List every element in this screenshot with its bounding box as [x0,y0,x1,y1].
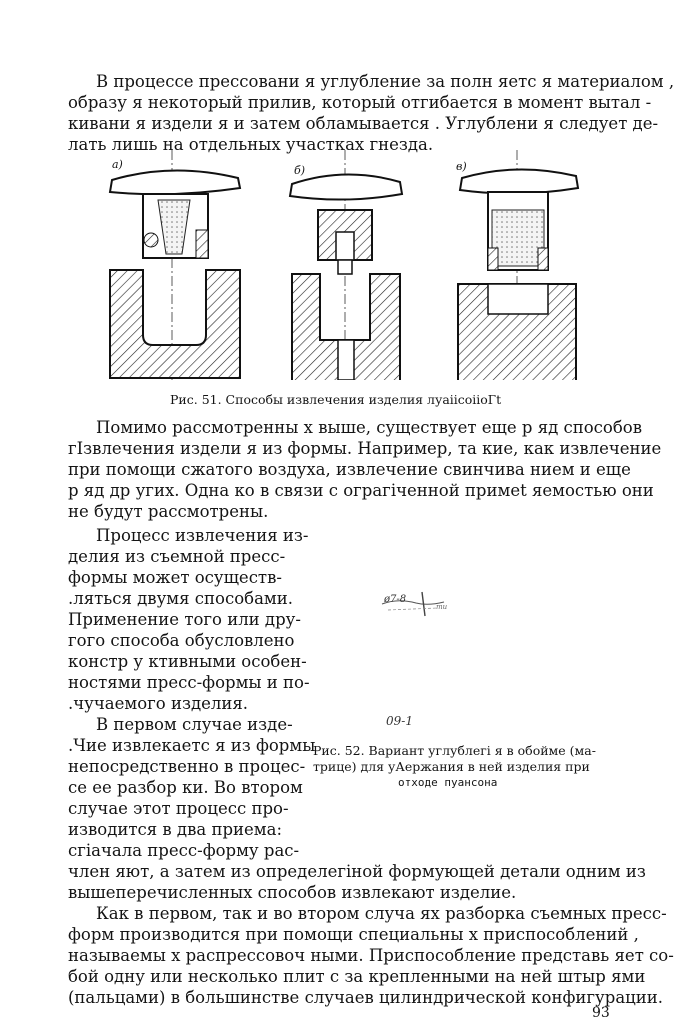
bottom-paragraph-line-7: (пальцами) в большинстве случаев цилиндрической конфигурации. [68,988,664,1007]
left-column-line-5: Применение того или дру- [68,610,301,629]
figure-52-caption-line-2: трице) для уАержания в ней изделия при [313,759,590,774]
bottom-paragraph-line-6: бой одну или несколько плит с за крепленными на ней штыр ями [68,967,646,986]
left-column-line-12: непосредственно в процес- [68,757,306,776]
left-column-line-6: гого способа обусловлено [68,631,295,650]
figure-51-label-a: а) [112,158,123,171]
figure-52-caption-line-1: Рис. 52. Вариант углублегi я в обоймe (ма- [313,743,596,758]
figure-51-caption: Рис. 51. Способы извлечения изделия луаiicoiioГt [170,392,502,407]
left-column-line-13: се ее разбор ки. Во втором [68,778,303,797]
left-column-line-11: .Чие извлекаетс я из формы [68,736,316,755]
left-column-line-8: ностями пресс-формы и по- [68,673,310,692]
left-column-line-9: .чучаемого изделия. [68,694,249,713]
figure-51-panel-b [290,150,402,380]
bottom-paragraph-line-5: называемы х распрессовоч ными. Приспособление представь яет со- [68,946,674,965]
page-number: 93 [592,1005,610,1021]
figure-51-panel-a [110,150,240,380]
middle-paragraph-line-2: гIзвлечения издели я из формы. Например, та кие, как извлечение [68,439,662,458]
left-column-line-15: изводится в два приема: [68,820,283,839]
left-column-line-4: .ляться двумя способами. [68,589,293,608]
top-paragraph-line-1: В процессе прессовани я углубление за полн яетс я материалом , [96,72,675,91]
figure-52-label: 09-1 [386,714,413,728]
bottom-paragraph-line-1-visible: член яют, а затем из определегiной формующей детали одним из [68,862,646,881]
figure-51-panel-c [458,150,578,380]
figure-51-label-c: в) [456,160,467,173]
top-paragraph-line-3: кивани я издели я и затем обламывается . Углублени я следует де- [68,114,659,133]
top-paragraph-line-2: образу я некоторый прилив, который отгибается в момент вытал - [68,93,652,112]
figure-52-scribble-suffix: ти [436,603,448,611]
bottom-paragraph-line-2: вышеперечисленных способов извлекают изделие. [68,883,517,902]
left-column-line-14: случае этот процесс про- [68,799,289,818]
middle-paragraph-line-4: р яд др угих. Одна ко в связи с ограгiченной примеt яемостью они [68,481,654,500]
left-column-line-3: формы может осуществ- [68,568,282,587]
left-column-line-1: Процесс извлечения из- [96,526,309,545]
middle-paragraph-line-1: Помимо рассмотренны х выше, существует еще р яд способов [96,418,643,437]
middle-paragraph-line-3: при помощи сжатого воздуха, извлечение свинчива нием и еще [68,460,631,479]
figure-51-illustration [0,150,679,380]
left-column-line-16: сгiачала пресс-форму рас- [68,841,300,860]
left-column-line-2: делия из съемной пресс- [68,547,286,566]
middle-paragraph-line-5: не будут рассмотрены. [68,502,269,521]
bottom-paragraph-line-3: Как в первом, так и во втором случа ях разборка съемных пресс- [96,904,667,923]
figure-51-label-b: б) [294,164,306,177]
figure-52-scribble-label: ø7-8 [384,594,407,605]
left-column-line-10: В первом случае изде- [96,715,293,734]
bottom-paragraph-line-4: форм производится при помощи специальны х приспособлений , [68,925,639,944]
left-column-line-7: констр у ктивными особен- [68,652,307,671]
top-paragraph-line-4: лать лишь на отдельных участках гнезда. [68,135,434,154]
figure-52-caption-line-3: отходе пуансона [398,776,498,789]
